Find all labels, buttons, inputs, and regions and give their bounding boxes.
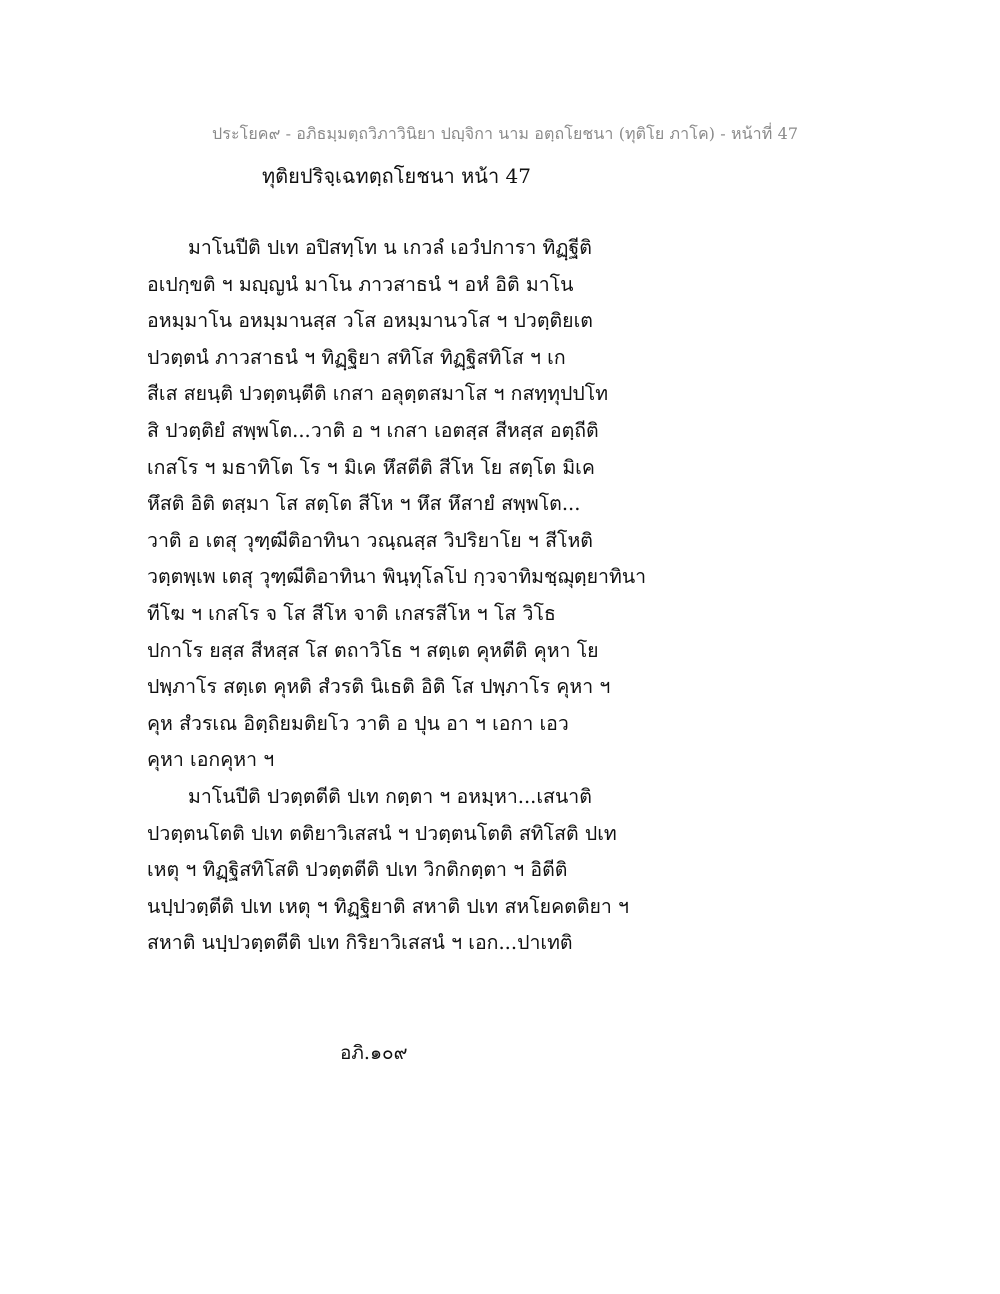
text-line: เหตุ ฯ ทิฏฺฐิสทิโสติ ปวตฺตตีติ ปเท วิกติกตฺตา ฯ อิตีติ (147, 858, 568, 882)
text-line: สหาติ นปฺปวตฺตตีติ ปเท กิริยาวิเสสนํ ฯ เอก...ปาเทติ (147, 931, 573, 955)
text-line: ทีโฆ ฯ เกสโร จ โส สีโห จาติ เกสรสีโห ฯ โส วิโธ (147, 601, 556, 625)
text-line: คุห สํวรเณ อิตฺถิยมติยโว วาติ อ ปุน อา ฯ เอกา เอว (147, 711, 569, 735)
running-header: ประโยค๙ - อภิธมฺมตฺถวิภาวินิยา ปญฺจิกา นาม อตฺถโยชนา (ทุติโย ภาโค) - หน้าที่ 47 (212, 124, 799, 143)
text-line: นปฺปวตฺตีติ ปเท เหตุ ฯ ทิฏฺฐิยาติ สหาติ ปเท สหโยคตติยา ฯ (147, 894, 630, 918)
text-line: ปวตฺตนํ ภาวสาธนํ ฯ ทิฏฺฐิยา สทิโส ทิฏฺฐิสทิโส ฯ เก (147, 345, 566, 369)
text-line: คุหา เอกคุหา ฯ (147, 748, 275, 772)
section-title: ทุติยปริจฺเฉทตฺถโยชนา หน้า 47 (262, 164, 531, 188)
text-line: สีเส สยนฺติ ปวตฺตนฺตีติ เกสา อลุตฺตสมาโส ฯ กสทฺทุปปโท (147, 382, 609, 406)
text-line: เกสโร ฯ มธาทิโต โร ฯ มิเค หึสตีติ สีโห โย สตฺโต มิเค (147, 455, 595, 479)
paragraph-2 (147, 779, 647, 962)
text-line: ปวตฺตนโตติ ปเท ตติยาวิเสสนํ ฯ ปวตฺตนโตติ สทิโสติ ปเท (147, 821, 617, 845)
text-line: มาโนปีติ ปวตฺตตีติ ปเท กตฺตา ฯ อหมฺหา...เสนาติ (188, 784, 592, 808)
page-footer-code: อภิ.๑๐๙ (340, 1042, 408, 1064)
text-line: มาโนปีติ ปเท อปิสทฺโท น เกวลํ เอวํปการา ทิฏฺฐีติ (188, 236, 592, 259)
text-line: วตฺตพฺเพ เตสุ วุฑฺฒีติอาทินา พินฺทุโลโป กฺวจาทิมชฺฌุตฺยาทินา (147, 565, 647, 589)
text-line: อหมฺมาโน อหมฺมานสฺส วโส อหมฺมานวโส ฯ ปวตฺติยเต (147, 309, 593, 333)
text-line: ปพฺภาโร สตฺเต คุหติ สํวรติ นิเธติ อิติ โส ปพฺภาโร คุหา ฯ (147, 675, 611, 699)
text-line: หึสติ อิติ ตสฺมา โส สตฺโต สีโห ฯ หึส หึสายํ สพฺพโต... (147, 492, 581, 516)
text-line: อเปกฺขติ ฯ มญฺญนํ มาโน ภาวสาธนํ ฯ อหํ อิติ มาโน (147, 272, 574, 296)
body-text (147, 230, 647, 962)
paragraph-1 (147, 230, 647, 779)
text-line: สิ ปวตฺติยํ สพฺพโต...วาติ อ ฯ เกสา เอตสฺส สีหสฺส อตฺถีติ (147, 418, 599, 442)
text-line: วาติ อ เตสุ วุฑฺฒีติอาทินา วณฺณสฺส วิปริยาโย ฯ สีโหติ (147, 528, 593, 552)
text-line: ปกาโร ยสฺส สีหสฺส โส ตถาวิโธ ฯ สตฺเต คุหตีติ คุหา โย (147, 638, 599, 662)
